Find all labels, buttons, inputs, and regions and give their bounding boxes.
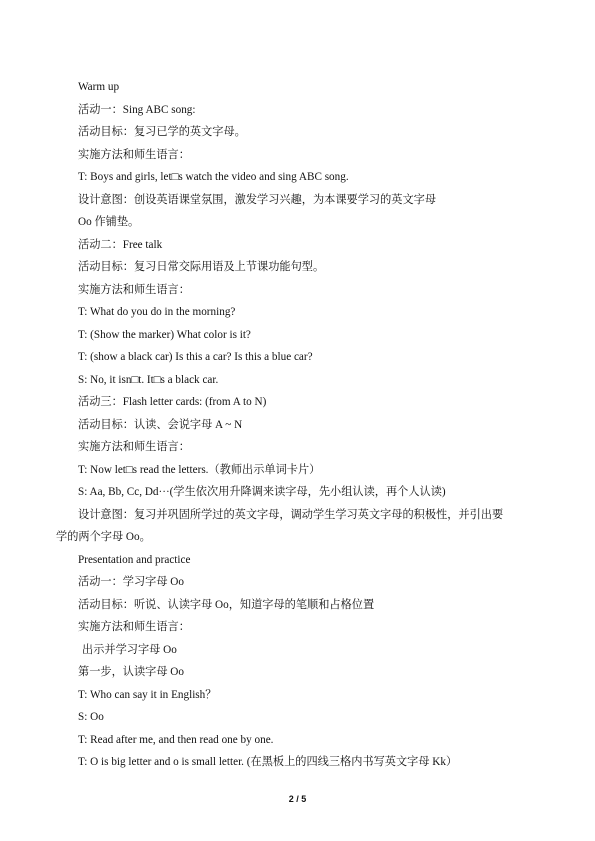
dialogue-line: T: What do you do in the morning? xyxy=(78,306,236,318)
dialogue-line: T: Who can say it in English？ xyxy=(78,688,217,701)
activity-1-design-intent: 设计意图：创设英语课堂氛围，激发学习兴趣，为本课要学习的英文字母 xyxy=(78,193,437,206)
dialogue-line: T: Now let□s read the letters.（教师出示单词卡片） xyxy=(78,463,321,476)
section-heading-warm-up: Warm up xyxy=(78,81,120,93)
activity-2-goal: 活动目标：复习日常交际用语及上节课功能句型。 xyxy=(78,261,325,273)
activity-1-goal: 活动目标：复习已学的英文字母。 xyxy=(78,126,246,138)
presentation-activity-1-goal: 活动目标：听说、认读字母 Oo，知道字母的笔顺和占格位置 xyxy=(78,598,375,611)
activity-3-title: 活动三：Flash letter cards: (from A to N) xyxy=(78,396,267,408)
dialogue-line: S: Aa, Bb, Cc, Dd···(学生依次用升降调来读字母，先小组认读，再个人认读) xyxy=(78,486,446,498)
activity-3-method-label: 实施方法和师生语言： xyxy=(78,441,190,453)
dialogue-line: S: Oo xyxy=(78,711,104,723)
presentation-method-label: 实施方法和师生语言： xyxy=(78,621,190,633)
activity-3-design-intent-cont: 学的两个字母 Oo。 xyxy=(56,531,151,543)
section-heading-presentation: Presentation and practice xyxy=(78,553,191,566)
dialogue-line: T: (Show the marker) What color is it? xyxy=(78,328,251,341)
dialogue-line: T: Read after me, and then read one by one. xyxy=(78,733,274,746)
activity-2-title: 活动二：Free talk xyxy=(78,238,163,251)
presentation-activity-1-title: 活动一：学习字母 Oo xyxy=(78,576,184,588)
dialogue-line: T: (show a black car) Is this a car? Is this a blue car? xyxy=(78,351,313,363)
activity-1-method-label: 实施方法和师生语言： xyxy=(78,148,190,161)
page-content xyxy=(56,76,543,774)
activity-3-design-intent: 设计意图：复习并巩固所学过的英文字母，调动学生学习英文字母的积极性，并引出要 xyxy=(78,508,504,521)
presentation-step-1: 第一步，认读字母 Oo xyxy=(78,666,184,678)
activity-1-title: 活动一：Sing ABC song: xyxy=(78,103,196,116)
presentation-step-intro: 出示并学习字母 Oo xyxy=(82,643,177,656)
activity-1-teacher-line: T: Boys and girls, let□s watch the video and sing ABC song. xyxy=(78,171,349,183)
activity-2-method-label: 实施方法和师生语言： xyxy=(78,283,190,296)
activity-3-goal: 活动目标：认读、会说字母 A ~ N xyxy=(78,418,243,431)
page-number: 2 / 5 xyxy=(288,794,307,804)
dialogue-line: S: No, it isn□t. It□s a black car. xyxy=(78,373,219,386)
activity-1-design-intent-cont: Oo 作铺垫。 xyxy=(78,216,140,228)
dialogue-line: T: O is big letter and o is small letter. (在黑板上的四线三格内书写英文字母 Kk） xyxy=(78,756,458,768)
